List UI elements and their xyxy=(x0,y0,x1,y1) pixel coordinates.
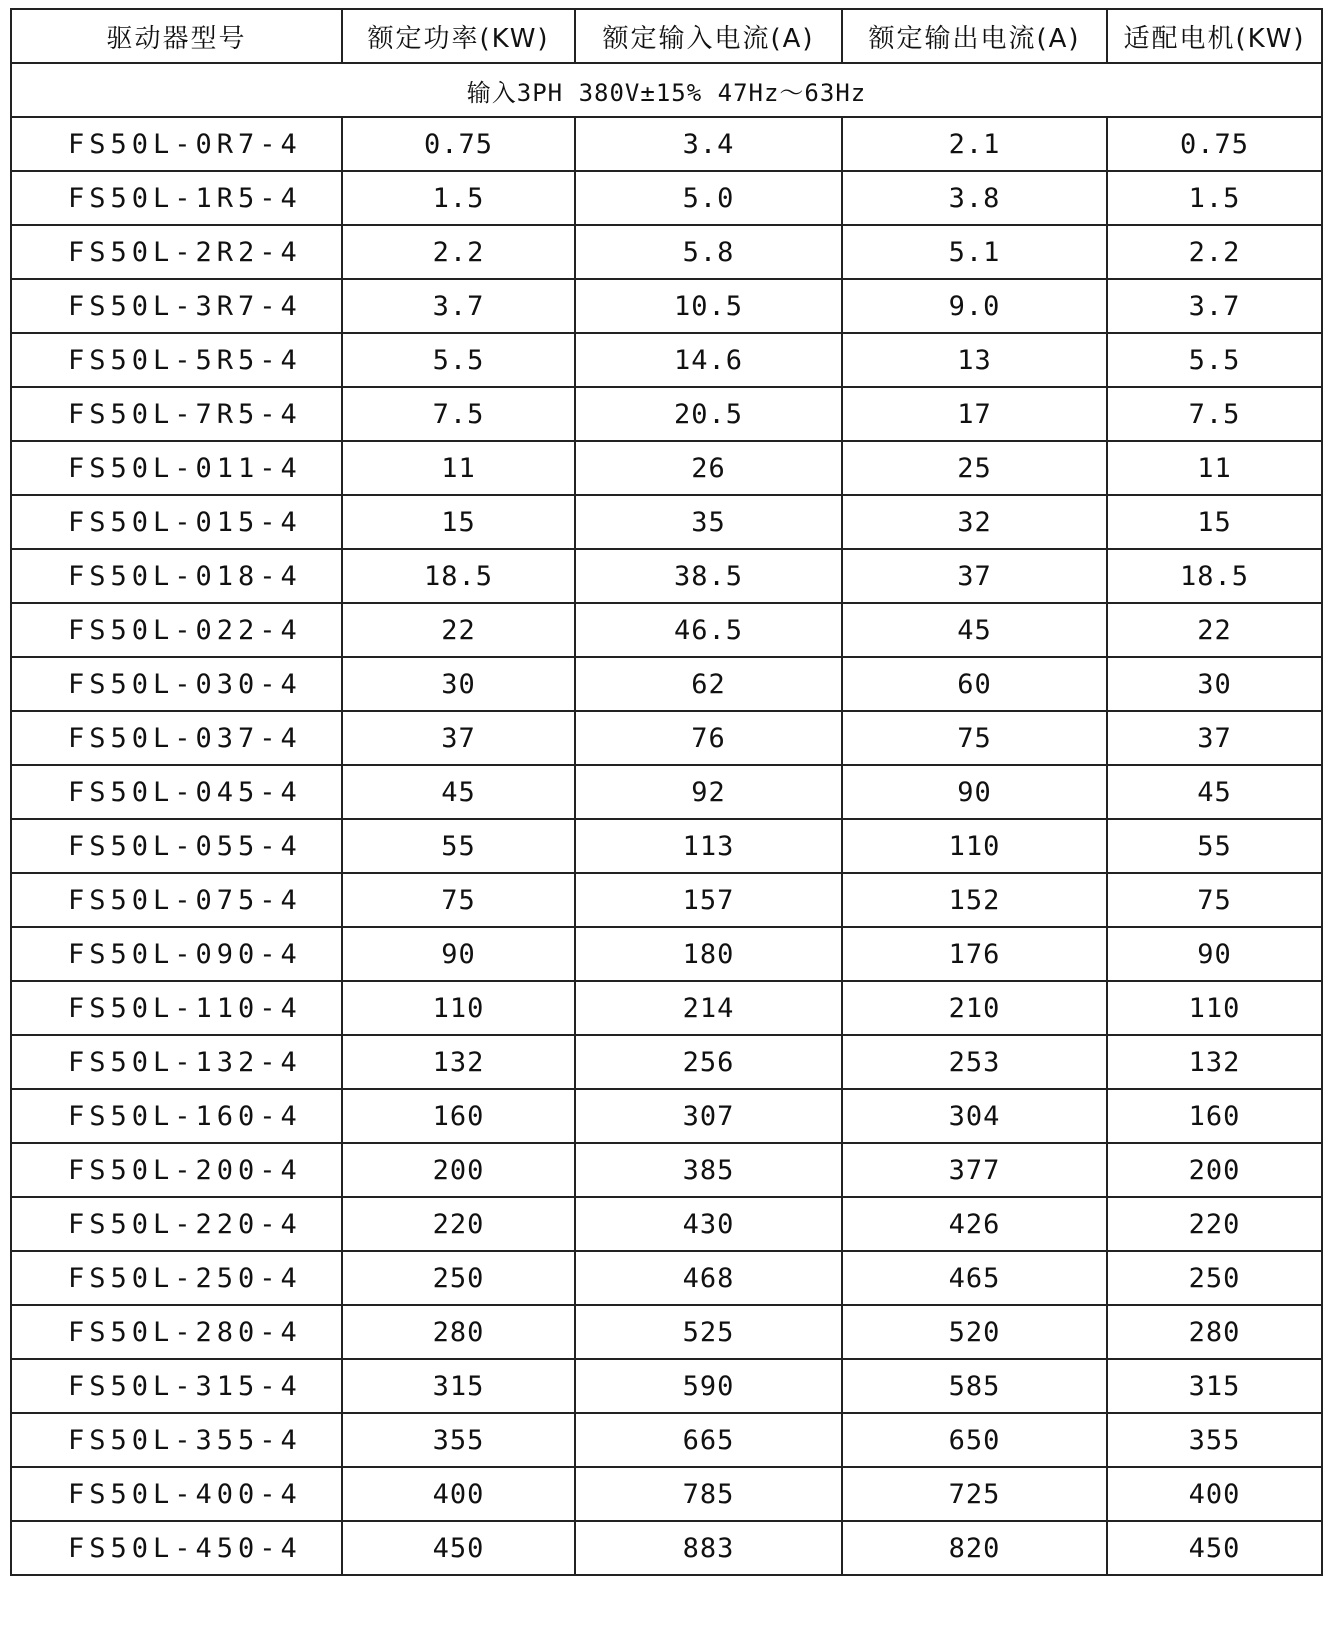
rated-input-current-cell: 76 xyxy=(575,711,842,765)
rated-power-cell: 7.5 xyxy=(342,387,575,441)
matched-motor-cell: 200 xyxy=(1107,1143,1322,1197)
table-row xyxy=(11,549,1322,603)
rated-output-current-cell: 17 xyxy=(842,387,1107,441)
table-row xyxy=(11,657,1322,711)
table-row xyxy=(11,1359,1322,1413)
table-row xyxy=(11,1413,1322,1467)
rated-input-current-cell: 5.0 xyxy=(575,171,842,225)
rated-input-current-cell: 62 xyxy=(575,657,842,711)
header-row xyxy=(11,9,1322,63)
matched-motor-cell: 250 xyxy=(1107,1251,1322,1305)
rated-output-current-cell: 32 xyxy=(842,495,1107,549)
table-row xyxy=(11,1251,1322,1305)
rated-power-cell: 2.2 xyxy=(342,225,575,279)
table-row xyxy=(11,441,1322,495)
rated-power-cell: 200 xyxy=(342,1143,575,1197)
rated-input-current-cell: 5.8 xyxy=(575,225,842,279)
rated-input-current-cell: 3.4 xyxy=(575,117,842,171)
matched-motor-cell: 1.5 xyxy=(1107,171,1322,225)
model-cell: FS50L-450-4 xyxy=(11,1521,342,1575)
model-cell: FS50L-250-4 xyxy=(11,1251,342,1305)
matched-motor-cell: 30 xyxy=(1107,657,1322,711)
rated-input-current-cell: 38.5 xyxy=(575,549,842,603)
rated-input-current-cell: 468 xyxy=(575,1251,842,1305)
rated-output-current-cell: 820 xyxy=(842,1521,1107,1575)
model-cell: FS50L-3R7-4 xyxy=(11,279,342,333)
matched-motor-cell: 400 xyxy=(1107,1467,1322,1521)
table-row xyxy=(11,1467,1322,1521)
table-row xyxy=(11,603,1322,657)
table-row xyxy=(11,171,1322,225)
rated-power-cell: 11 xyxy=(342,441,575,495)
drive-spec-table xyxy=(10,8,1323,1576)
table-row xyxy=(11,819,1322,873)
rated-power-cell: 0.75 xyxy=(342,117,575,171)
matched-motor-cell: 315 xyxy=(1107,1359,1322,1413)
table-row xyxy=(11,765,1322,819)
model-cell: FS50L-0R7-4 xyxy=(11,117,342,171)
model-cell: FS50L-7R5-4 xyxy=(11,387,342,441)
rated-output-current-cell: 253 xyxy=(842,1035,1107,1089)
header-model: 驱动器型号 xyxy=(11,9,342,63)
rated-output-current-cell: 5.1 xyxy=(842,225,1107,279)
rated-power-cell: 15 xyxy=(342,495,575,549)
section-label: 输入3PH 380V±15% 47Hz～63Hz xyxy=(11,63,1322,117)
header-rated-output-current: 额定输出电流(A) xyxy=(842,9,1107,63)
rated-power-cell: 45 xyxy=(342,765,575,819)
model-cell: FS50L-055-4 xyxy=(11,819,342,873)
rated-power-cell: 3.7 xyxy=(342,279,575,333)
model-cell: FS50L-090-4 xyxy=(11,927,342,981)
rated-power-cell: 37 xyxy=(342,711,575,765)
model-cell: FS50L-315-4 xyxy=(11,1359,342,1413)
model-cell: FS50L-280-4 xyxy=(11,1305,342,1359)
rated-power-cell: 220 xyxy=(342,1197,575,1251)
table-row xyxy=(11,1521,1322,1575)
rated-input-current-cell: 430 xyxy=(575,1197,842,1251)
table-row xyxy=(11,279,1322,333)
model-cell: FS50L-132-4 xyxy=(11,1035,342,1089)
table-body xyxy=(11,63,1322,1575)
model-cell: FS50L-022-4 xyxy=(11,603,342,657)
table-row xyxy=(11,333,1322,387)
rated-output-current-cell: 585 xyxy=(842,1359,1107,1413)
matched-motor-cell: 22 xyxy=(1107,603,1322,657)
rated-output-current-cell: 60 xyxy=(842,657,1107,711)
rated-power-cell: 5.5 xyxy=(342,333,575,387)
rated-output-current-cell: 426 xyxy=(842,1197,1107,1251)
model-cell: FS50L-110-4 xyxy=(11,981,342,1035)
model-cell: FS50L-015-4 xyxy=(11,495,342,549)
rated-power-cell: 450 xyxy=(342,1521,575,1575)
matched-motor-cell: 75 xyxy=(1107,873,1322,927)
rated-power-cell: 315 xyxy=(342,1359,575,1413)
table-row xyxy=(11,1305,1322,1359)
rated-output-current-cell: 90 xyxy=(842,765,1107,819)
rated-output-current-cell: 725 xyxy=(842,1467,1107,1521)
model-cell: FS50L-030-4 xyxy=(11,657,342,711)
model-cell: FS50L-2R2-4 xyxy=(11,225,342,279)
rated-output-current-cell: 25 xyxy=(842,441,1107,495)
rated-output-current-cell: 13 xyxy=(842,333,1107,387)
table-row xyxy=(11,387,1322,441)
model-cell: FS50L-037-4 xyxy=(11,711,342,765)
matched-motor-cell: 37 xyxy=(1107,711,1322,765)
rated-power-cell: 75 xyxy=(342,873,575,927)
rated-output-current-cell: 152 xyxy=(842,873,1107,927)
model-cell: FS50L-200-4 xyxy=(11,1143,342,1197)
matched-motor-cell: 11 xyxy=(1107,441,1322,495)
rated-power-cell: 355 xyxy=(342,1413,575,1467)
rated-input-current-cell: 14.6 xyxy=(575,333,842,387)
rated-power-cell: 18.5 xyxy=(342,549,575,603)
rated-output-current-cell: 176 xyxy=(842,927,1107,981)
matched-motor-cell: 132 xyxy=(1107,1035,1322,1089)
rated-output-current-cell: 45 xyxy=(842,603,1107,657)
rated-input-current-cell: 113 xyxy=(575,819,842,873)
matched-motor-cell: 220 xyxy=(1107,1197,1322,1251)
rated-power-cell: 55 xyxy=(342,819,575,873)
rated-input-current-cell: 307 xyxy=(575,1089,842,1143)
rated-input-current-cell: 10.5 xyxy=(575,279,842,333)
table-row xyxy=(11,1089,1322,1143)
rated-power-cell: 160 xyxy=(342,1089,575,1143)
matched-motor-cell: 160 xyxy=(1107,1089,1322,1143)
rated-input-current-cell: 20.5 xyxy=(575,387,842,441)
rated-power-cell: 280 xyxy=(342,1305,575,1359)
rated-output-current-cell: 650 xyxy=(842,1413,1107,1467)
table-row xyxy=(11,1143,1322,1197)
table-row xyxy=(11,495,1322,549)
matched-motor-cell: 5.5 xyxy=(1107,333,1322,387)
rated-input-current-cell: 525 xyxy=(575,1305,842,1359)
rated-output-current-cell: 3.8 xyxy=(842,171,1107,225)
rated-input-current-cell: 157 xyxy=(575,873,842,927)
rated-output-current-cell: 520 xyxy=(842,1305,1107,1359)
model-cell: FS50L-075-4 xyxy=(11,873,342,927)
table-row xyxy=(11,225,1322,279)
header-matched-motor: 适配电机(KW) xyxy=(1107,9,1322,63)
model-cell: FS50L-220-4 xyxy=(11,1197,342,1251)
model-cell: FS50L-018-4 xyxy=(11,549,342,603)
matched-motor-cell: 280 xyxy=(1107,1305,1322,1359)
rated-input-current-cell: 92 xyxy=(575,765,842,819)
rated-input-current-cell: 590 xyxy=(575,1359,842,1413)
rated-power-cell: 250 xyxy=(342,1251,575,1305)
rated-output-current-cell: 210 xyxy=(842,981,1107,1035)
rated-input-current-cell: 35 xyxy=(575,495,842,549)
rated-output-current-cell: 304 xyxy=(842,1089,1107,1143)
rated-power-cell: 110 xyxy=(342,981,575,1035)
header-rated-power: 额定功率(KW) xyxy=(342,9,575,63)
matched-motor-cell: 3.7 xyxy=(1107,279,1322,333)
table-row xyxy=(11,711,1322,765)
model-cell: FS50L-355-4 xyxy=(11,1413,342,1467)
table-row xyxy=(11,1197,1322,1251)
matched-motor-cell: 18.5 xyxy=(1107,549,1322,603)
matched-motor-cell: 90 xyxy=(1107,927,1322,981)
table-row xyxy=(11,981,1322,1035)
rated-power-cell: 400 xyxy=(342,1467,575,1521)
rated-power-cell: 1.5 xyxy=(342,171,575,225)
rated-input-current-cell: 180 xyxy=(575,927,842,981)
matched-motor-cell: 15 xyxy=(1107,495,1322,549)
rated-power-cell: 30 xyxy=(342,657,575,711)
matched-motor-cell: 45 xyxy=(1107,765,1322,819)
matched-motor-cell: 355 xyxy=(1107,1413,1322,1467)
rated-output-current-cell: 9.0 xyxy=(842,279,1107,333)
matched-motor-cell: 2.2 xyxy=(1107,225,1322,279)
table-row xyxy=(11,117,1322,171)
matched-motor-cell: 55 xyxy=(1107,819,1322,873)
rated-input-current-cell: 26 xyxy=(575,441,842,495)
table-row xyxy=(11,927,1322,981)
rated-output-current-cell: 465 xyxy=(842,1251,1107,1305)
table-row xyxy=(11,1035,1322,1089)
header-rated-input-current: 额定输入电流(A) xyxy=(575,9,842,63)
model-cell: FS50L-5R5-4 xyxy=(11,333,342,387)
rated-input-current-cell: 46.5 xyxy=(575,603,842,657)
matched-motor-cell: 7.5 xyxy=(1107,387,1322,441)
rated-output-current-cell: 377 xyxy=(842,1143,1107,1197)
rated-input-current-cell: 385 xyxy=(575,1143,842,1197)
matched-motor-cell: 0.75 xyxy=(1107,117,1322,171)
rated-input-current-cell: 214 xyxy=(575,981,842,1035)
rated-input-current-cell: 256 xyxy=(575,1035,842,1089)
model-cell: FS50L-011-4 xyxy=(11,441,342,495)
model-cell: FS50L-400-4 xyxy=(11,1467,342,1521)
model-cell: FS50L-045-4 xyxy=(11,765,342,819)
rated-input-current-cell: 785 xyxy=(575,1467,842,1521)
rated-output-current-cell: 75 xyxy=(842,711,1107,765)
section-row xyxy=(11,63,1322,117)
table-row xyxy=(11,873,1322,927)
matched-motor-cell: 110 xyxy=(1107,981,1322,1035)
rated-output-current-cell: 37 xyxy=(842,549,1107,603)
rated-power-cell: 132 xyxy=(342,1035,575,1089)
model-cell: FS50L-160-4 xyxy=(11,1089,342,1143)
rated-output-current-cell: 2.1 xyxy=(842,117,1107,171)
rated-output-current-cell: 110 xyxy=(842,819,1107,873)
rated-power-cell: 90 xyxy=(342,927,575,981)
model-cell: FS50L-1R5-4 xyxy=(11,171,342,225)
matched-motor-cell: 450 xyxy=(1107,1521,1322,1575)
table-header xyxy=(11,9,1322,63)
rated-input-current-cell: 883 xyxy=(575,1521,842,1575)
rated-input-current-cell: 665 xyxy=(575,1413,842,1467)
rated-power-cell: 22 xyxy=(342,603,575,657)
